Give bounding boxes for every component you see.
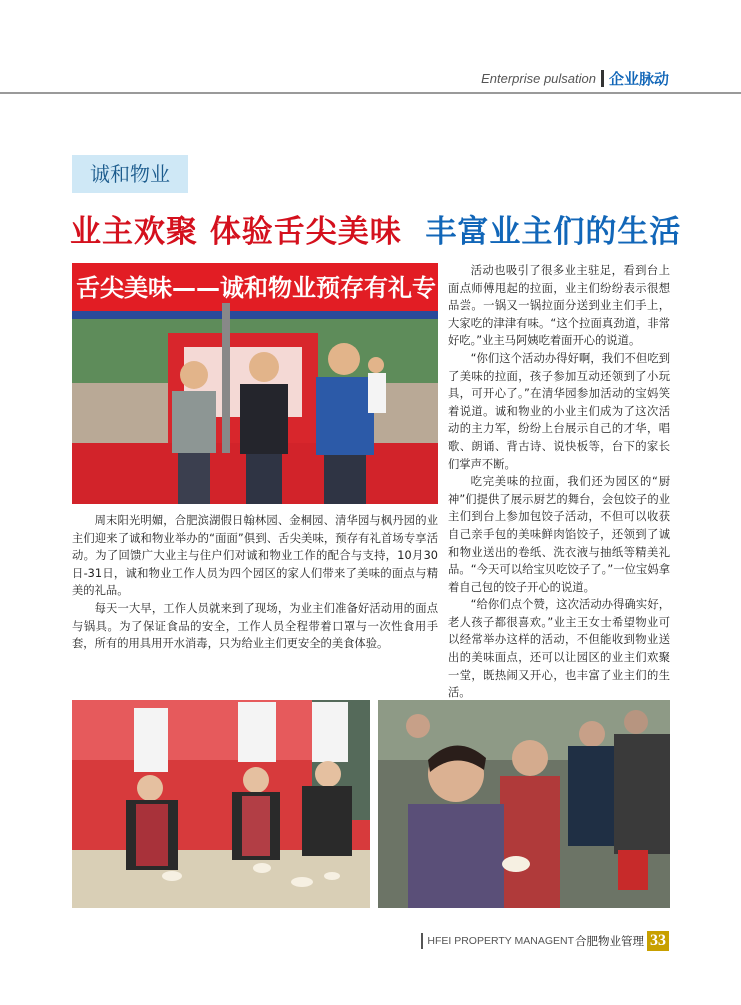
header-english: Enterprise pulsation xyxy=(481,71,596,86)
paragraph: 活动也吸引了很多业主驻足，看到台上面点师傅甩起的拉面，业主们纷纷表示很想品尝。一锅又一锅拉面分送到业主们手上，大家吃的津津有味。“这个拉面真劲道，非常好吃。”业主马阿姨吃着面开心的说道。 xyxy=(448,264,670,348)
page-number: 33 xyxy=(647,931,669,951)
header-rule xyxy=(0,92,741,94)
photo-residents-eating xyxy=(378,700,670,908)
footer-chinese: 合肥物业管理 xyxy=(575,934,644,948)
paragraph: 每天一大早，工作人员就来到了现场，为业主们准备好活动用的面点与锅具。为了保证食品的安全，工作人员全程带着口罩与一次性食用手套，所有的用具用开水消毒，只为给业主们更安全的美食体验。 xyxy=(72,601,438,651)
paragraph: 吃完美味的拉面，我们还为园区的“厨神”们提供了展示厨艺的舞台，会包饺子的业主们到台上参加包饺子活动，不但可以收获自己亲手包的美味鲜肉馅饺子，还领到了诚和物业送出的卷纸、洗衣液与抽纸等精美礼品。“今天可以给宝贝吃饺子了。”一位宝妈拿着自己包的饺子开心的说道。 xyxy=(448,475,670,594)
running-footer xyxy=(421,931,669,951)
header-divider xyxy=(601,70,604,87)
headline-part2: 丰富业主们的生活 xyxy=(425,214,682,250)
running-header xyxy=(481,68,669,89)
photo-children-with-prizes xyxy=(72,263,438,504)
article-column-right xyxy=(448,262,670,720)
headline xyxy=(70,206,681,251)
paragraph: “给你们点个赞，这次活动办得确实好，老人孩子都很喜欢。”业主王女士希望物业可以经常举办这样的活动，不但能收到物业送出的美味面点，还可以让园区的业主们欢聚一堂，既热闹又开心，也丰富了业主们的生活。 xyxy=(448,598,670,700)
photo-chefs-preparing-dough xyxy=(72,700,370,908)
paragraph: 周末阳光明媚，合肥滨湖假日翰林园、金桐园、清华园与枫丹园的业主们迎来了诚和物业举办的“面面”俱到、舌尖美味，预存有礼首场专享活动。为了回馈广大业主与住户们对诚和物业工作的配合与支持，10月30日-31日，诚和物业工作人员为四个园区的家人们带来了美味的面点与精美的礼品。 xyxy=(72,514,438,598)
section-tag: 诚和物业 xyxy=(72,155,188,193)
paragraph: “你们这个活动办得好啊，我们不但吃到了美味的拉面，孩子参加互动还领到了小玩具，可开心了。”在清华园参加活动的宝妈笑着说道。诚和物业的小业主们成为了这次活动的主力军，纷纷上台展示自己的才华，唱歌、朗诵、背古诗、说快板等，台下的家长们掌声不断。 xyxy=(448,351,670,471)
article-column-left xyxy=(72,512,438,653)
footer-english: HFEI PROPERTY MANAGENT xyxy=(427,935,574,947)
header-chinese: 企业脉动 xyxy=(608,70,669,88)
photo-banner-text: 舌尖美味——诚和物业预存有礼专 xyxy=(76,274,436,302)
footer-divider xyxy=(421,933,423,949)
headline-part1: 业主欢聚 体验舌尖美味 xyxy=(70,214,402,250)
